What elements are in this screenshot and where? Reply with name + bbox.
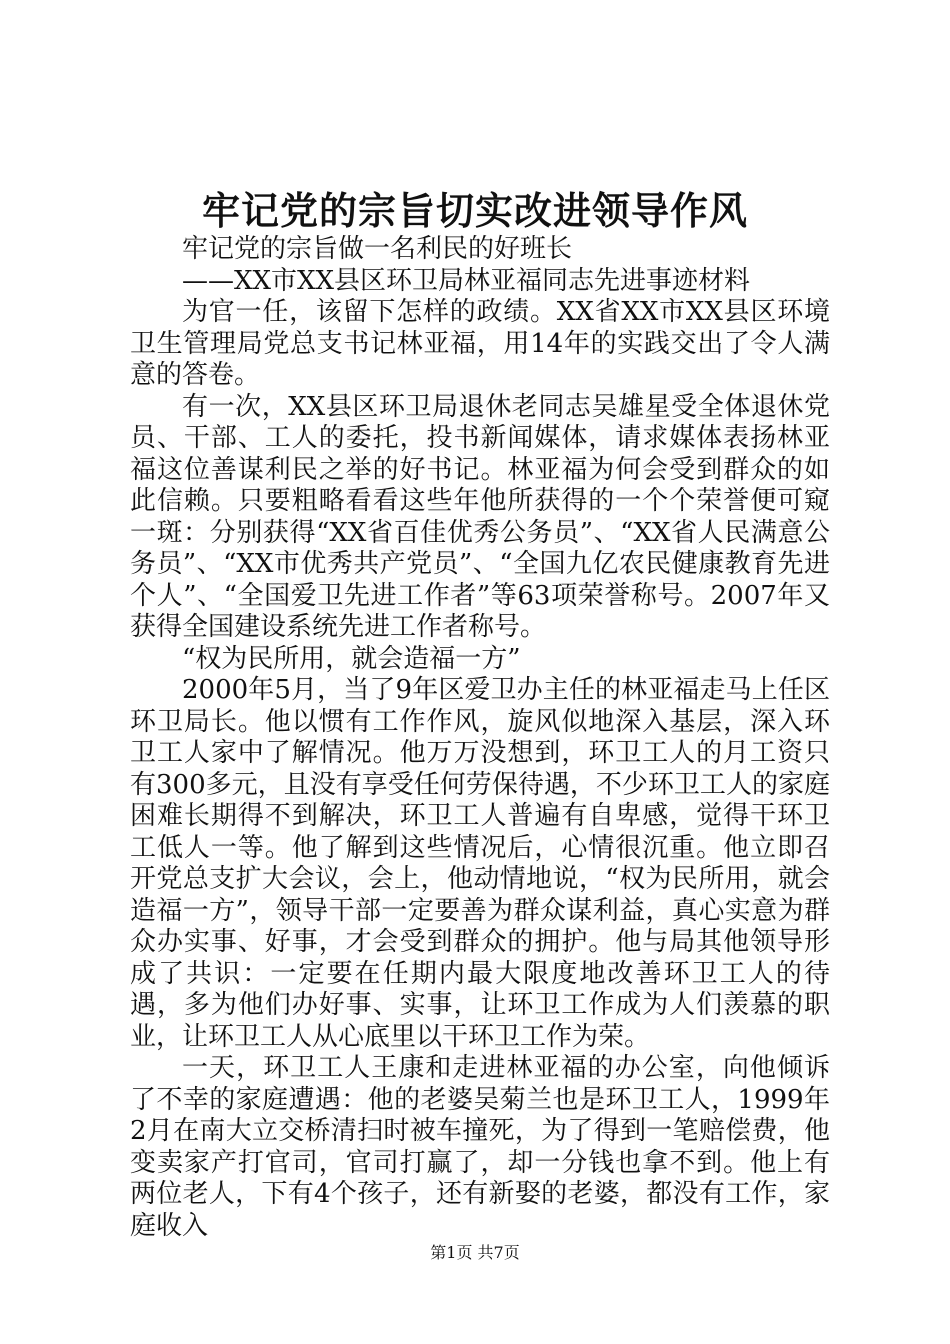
document-title: 牢记党的宗旨切实改进领导作风 <box>201 188 748 233</box>
paragraph: 有一次，XX县区环卫局退休老同志吴雄星受全体退休党员、干部、工人的委托，投书新闻媒体，请求媒体表扬林亚福这位善谋利民之举的好书记。林亚福为何会受到群众的如此信赖。只要粗略看看这些年他所获得的一个个荣誉便可窥一斑：分别获得“XX省百佳优秀公务员”、“XX省人民满意公务员”、“XX市优秀共产党员”、“全国九亿农民健康教育先进个人”、“全国爱卫先进工作者”等63项荣誉称号。2007年又获得全国建设系统先进工作者称号。 <box>130 391 830 642</box>
section-heading: “权为民所用，就会造福一方” <box>182 643 521 674</box>
subtitle-source: ——XX市XX县区环卫局林亚福同志先进事迹材料 <box>182 265 751 296</box>
page-number-footer: 第1页 共7页 <box>430 1243 520 1262</box>
subtitle: 牢记党的宗旨做一名利民的好班长 <box>182 234 573 264</box>
paragraph: 2000年5月，当了9年区爱卫办主任的林亚福走马上任区环卫局长。他以惯有工作作风，旋风似地深入基层，深入环卫工人家中了解情况。他万万没想到，环卫工人的月工资只有300多元，且没有享受任何劳保待遇，不少环卫工人的家庭困难长期得不到解决，环卫工人普遍有自卑感，觉得干环卫工低人一等。他了解到这些情况后，心情很沉重。他立即召开党总支扩大会议，会上，他动情地说，“权为民所用，就会造福一方”，领导干部一定要善为群众谋利益，真心实意为群众办实事、好事，才会受到群众的拥护。他与局其他领导形成了共识：一定要在任期内最大限度地改善环卫工人的待遇，多为他们办好事、实事，让环卫工作成为人们羡慕的职业，让环卫工人从心底里以干环卫工作为荣。 <box>130 675 830 1052</box>
paragraph: 为官一任，该留下怎样的政绩。XX省XX市XX县区环境卫生管理局党总支书记林亚福，用14年的实践交出了令人满意的答卷。 <box>130 297 830 390</box>
document-body <box>130 234 830 1242</box>
paragraph: 一天，环卫工人王康和走进林亚福的办公室，向他倾诉了不幸的家庭遭遇：他的老婆吴菊兰也是环卫工人，1999年2月在南大立交桥清扫时被车撞死，为了得到一笔赔偿费，他变卖家产打官司，官司打赢了，却一分钱也拿不到。他上有两位老人，下有4个孩子，还有新娶的老婆，都没有工作，家庭收入 <box>130 1053 830 1241</box>
